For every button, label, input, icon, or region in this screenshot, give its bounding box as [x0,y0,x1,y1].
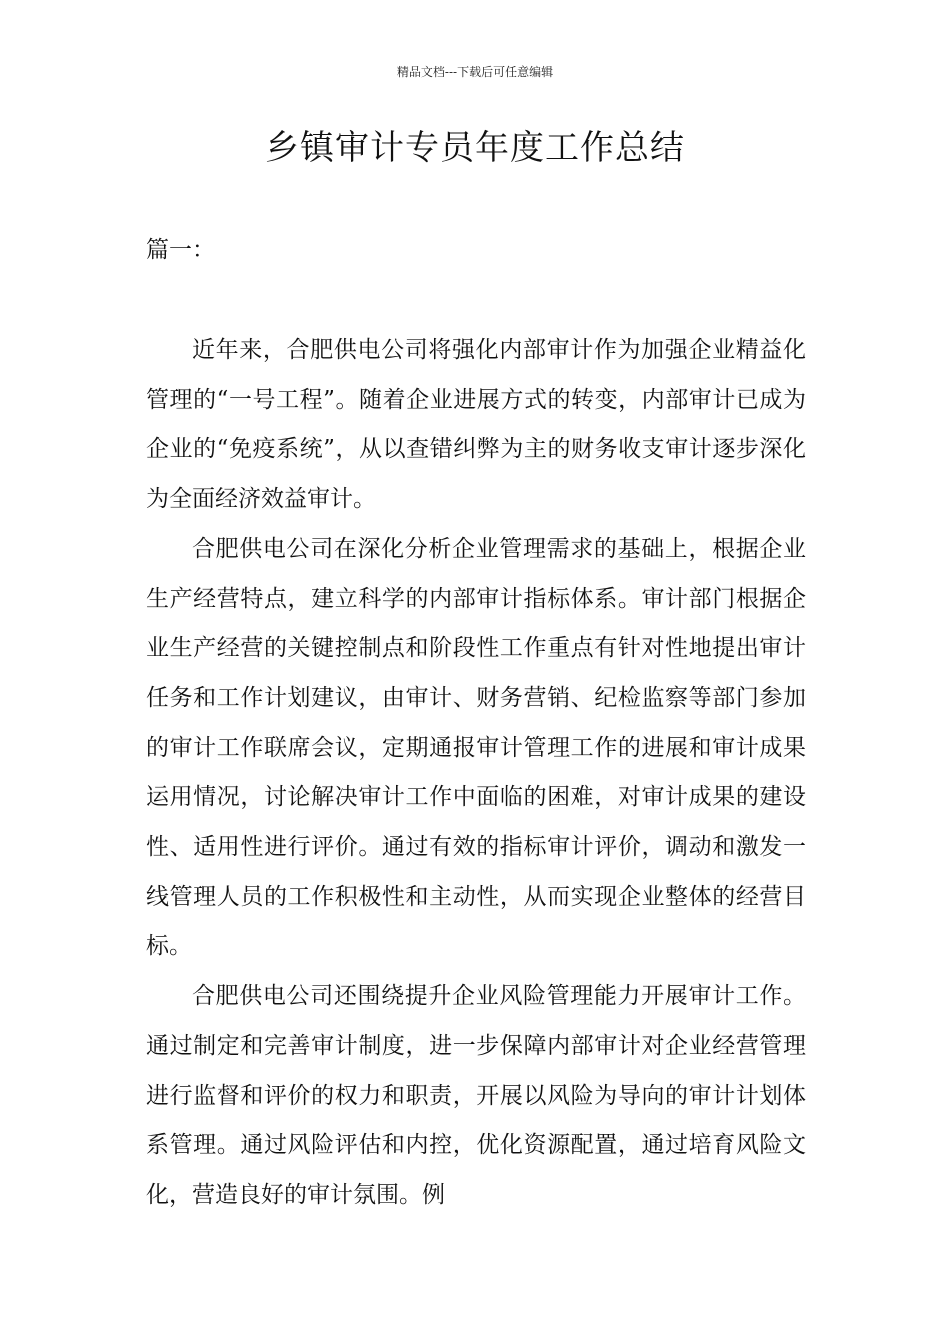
document-body [146,326,806,1221]
paragraph-1: 近年来，合肥供电公司将强化内部审计作为加强企业精益化管理的“一号工程”。随着企业进展方式的转变，内部审计已成为企业的“免疫系统”，从以查错纠弊为主的财务收支审计逐步深化为全面经济效益审计。 [146,337,806,513]
paragraph-2: 合肥供电公司在深化分析企业管理需求的基础上，根据企业生产经营特点，建立科学的内部审计指标体系。审计部门根据企业生产经营的关键控制点和阶段性工作重点有针对性地提出审计任务和工作计划建议，由审计、财务营销、纪检监察等部门参加的审计工作联席会议，定期通报审计管理工作的进展和审计成果运用情况，讨论解决审计工作中面临的困难，对审计成果的建设性、适用性进行评价。通过有效的指标审计评价，调动和激发一线管理人员的工作积极性和主动性，从而实现企业整体的经营目标。 [146,535,806,960]
header-note: 精品文档---下载后可任意编辑 [396,65,554,79]
section-label: 篇一： [146,237,215,263]
paragraph-3: 合肥供电公司还围绕提升企业风险管理能力开展审计工作。通过制定和完善审计制度，进一步保障内部审计对企业经营管理进行监督和评价的权力和职责，开展以风险为导向的审计计划体系管理。通过风险评估和内控，优化资源配置，通过培育风险文化，营造良好的审计氛围。例 [146,983,806,1208]
document-title: 乡镇审计专员年度工作总结 [265,128,685,168]
